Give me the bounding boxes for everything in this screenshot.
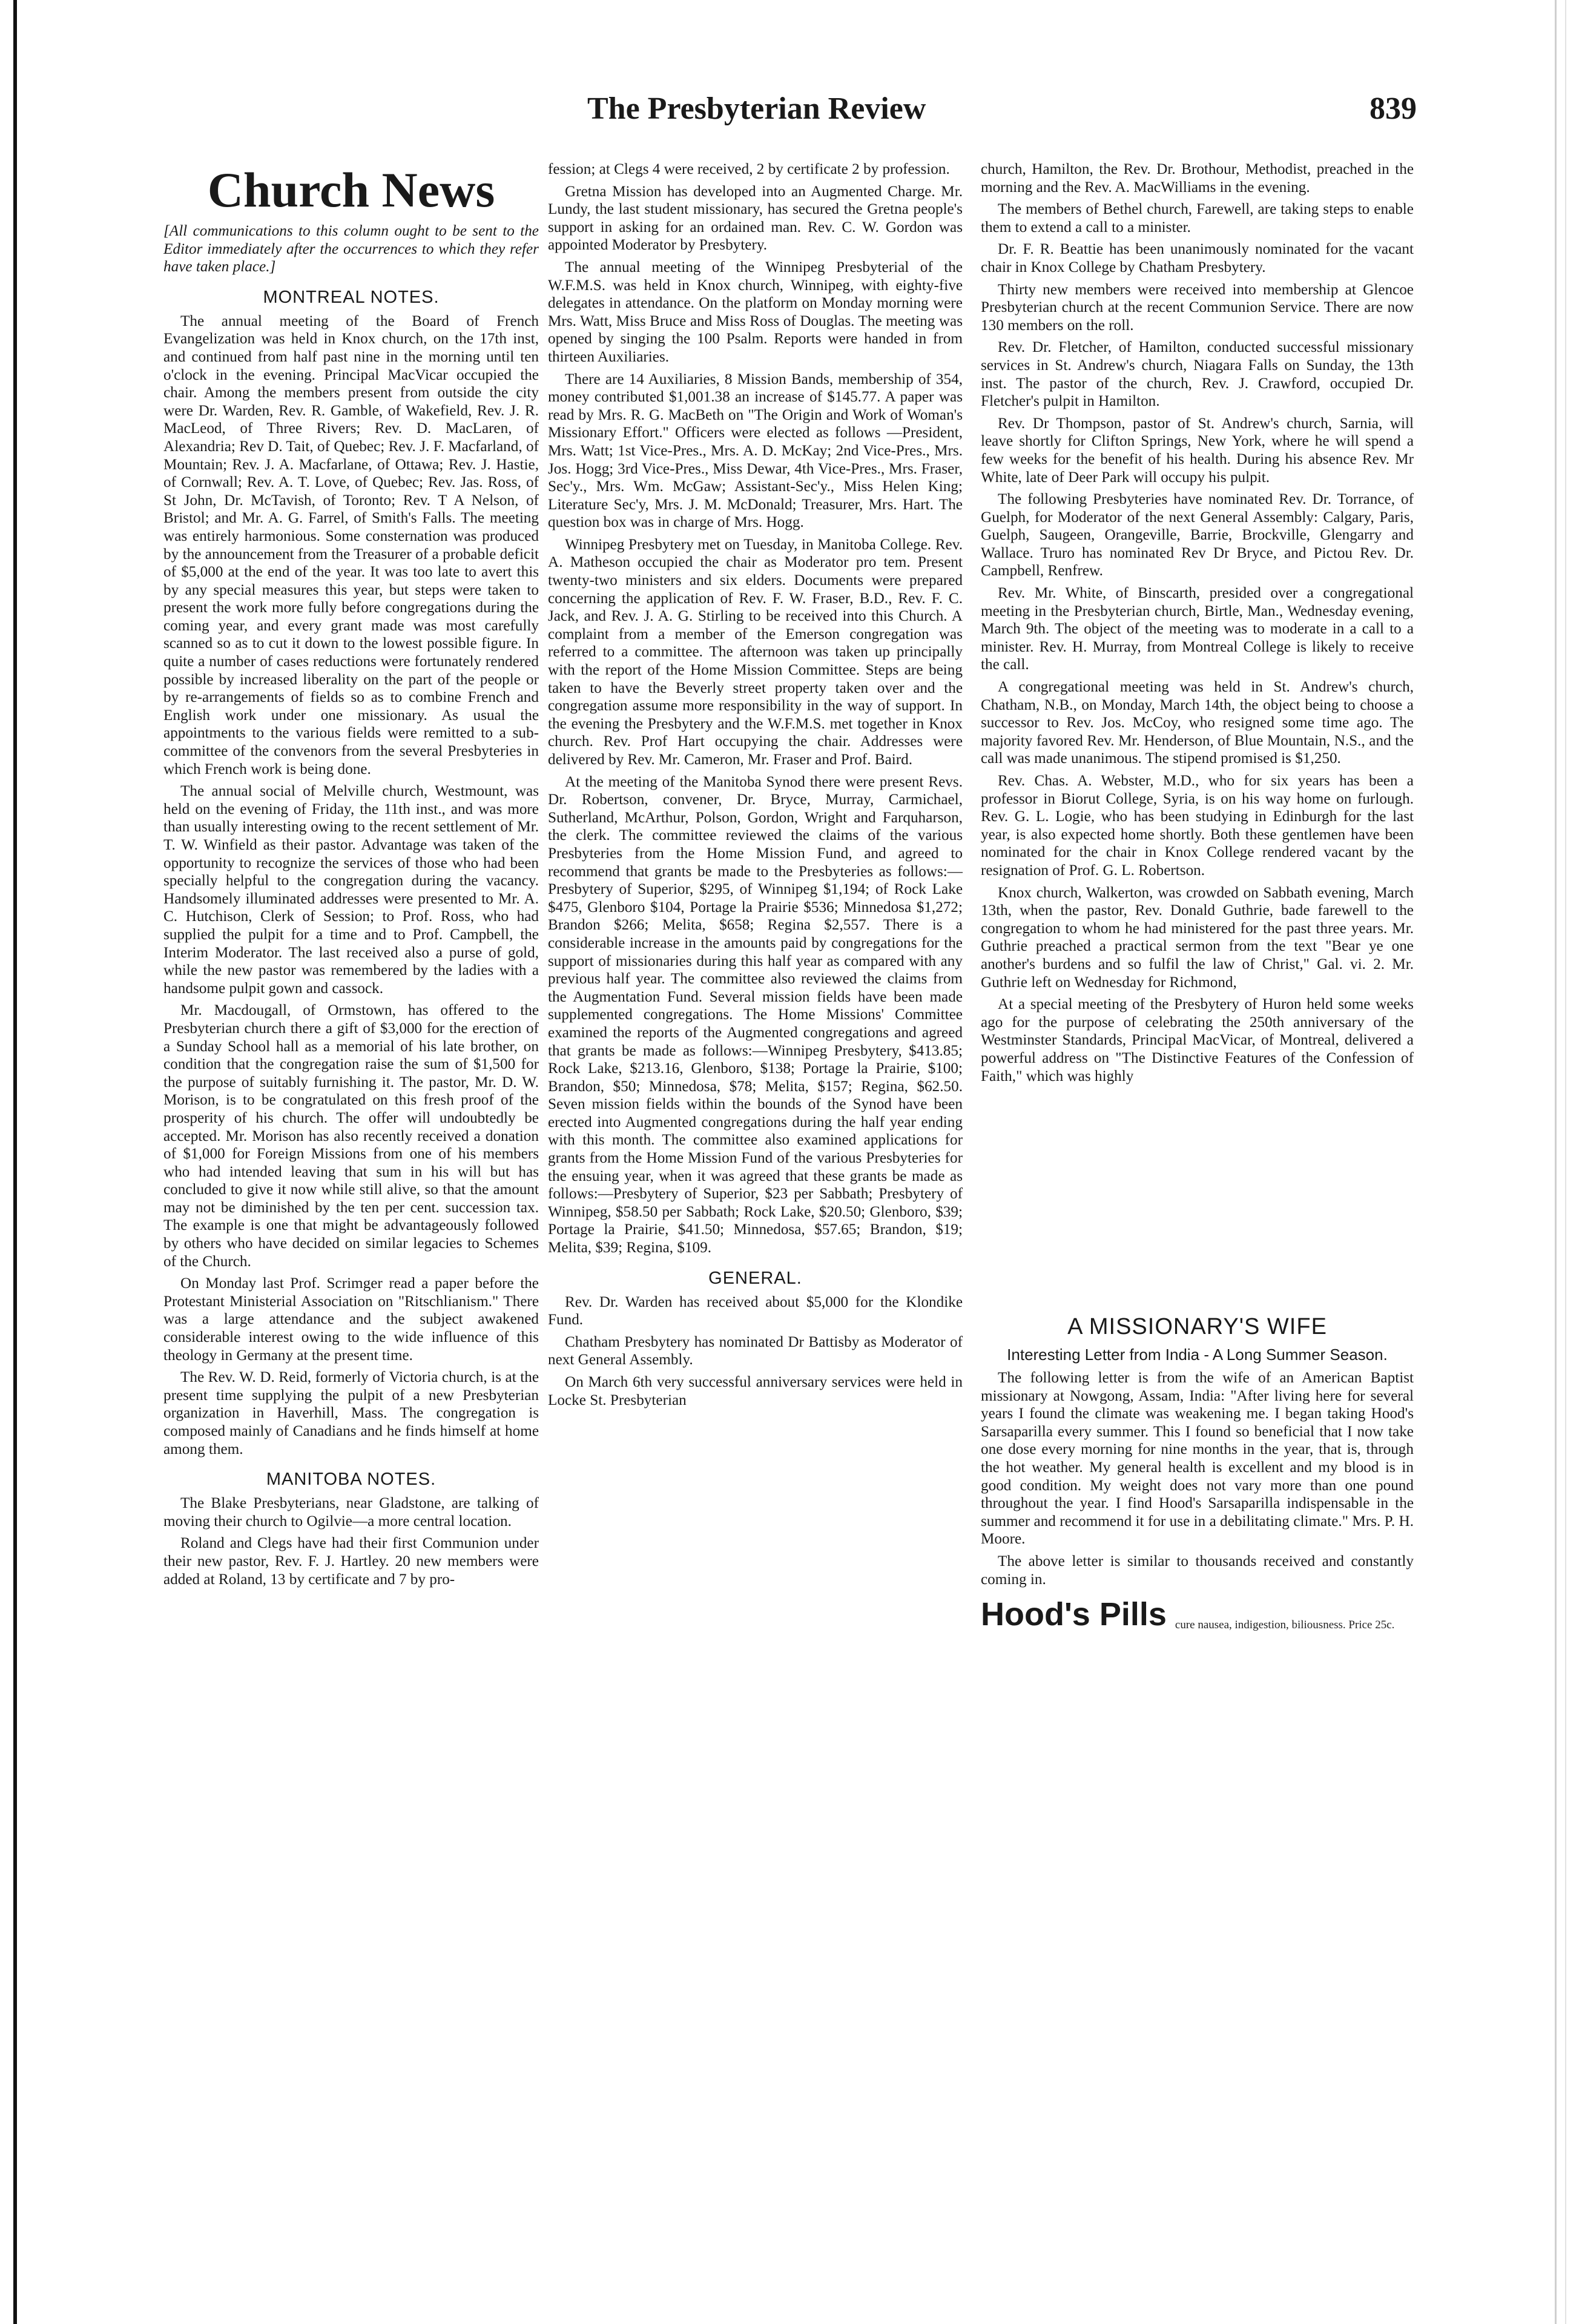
article-paragraph: Rev. Mr. White, of Binscarth, presided over a congregational meeting in the Presbyterian church, Birtle, Man., Wednesday evening, March 9th. The object of the meeting was to moderate in a call to a minister. Rev. H. Murray, from Montreal College is likely to receive the call. [981, 585, 1414, 673]
church-news-title: Church News [207, 162, 495, 217]
ad-product-name: Hood's Pills [981, 1596, 1167, 1633]
article-paragraph: The members of Bethel church, Farewell, are taking steps to enable them to extend a call to a minister. [981, 201, 1414, 236]
article-paragraph: Rev. Dr. Fletcher, of Hamilton, conducted successful missionary services in St. Andrew's church, Niagara Falls on Sunday, the 13th inst. The pastor of the church, Rev. J. Crawford, occupied Dr. Fletcher's pulpit in Hamilton. [981, 339, 1414, 410]
article-paragraph: Gretna Mission has developed into an Augmented Charge. Mr. Lundy, the last student missionary, has secured the Gretna people's support in asking for an ordained man. Rev. C. W. Gordon was appointed Moderator by Presbytery. [548, 183, 963, 254]
article-paragraph: On March 6th very successful anniversary services were held in Locke St. Presbyterian [548, 1374, 963, 1408]
article-paragraph: The Rev. W. D. Reid, formerly of Victoria church, is at the present time supplying the pulpit of a new Presbyterian organization in Haverhill, Mass. The congregation is composed mainly of Canadians and he finds himself at home among them. [163, 1369, 539, 1457]
column-gap [981, 1089, 1414, 1307]
running-title: The Presbyterian Review [587, 91, 926, 126]
article-paragraph: Winnipeg Presbytery met on Tuesday, in Manitoba College. Rev. A. Matheson occupied the chair as Moderator pro tem. Present twenty-two ministers and six elders. Documents were prepared concerning the application of Rev. F. W. Fraser, B.D., Rev. F. C. Jack, and Rev. J. A. G. Stirling to be received into this Church. A complaint from a member of the Emerson congregation was referred to a committee. The afternoon was taken up principally with the report of the Home Mission Committee. Steps are being taken to have the Beverly street property taken over and the congregation assume more responsibility in the way of support. In the evening the Presbytery and the W.F.M.S. met together in Knox church. Rev. Prof Hart occupying the chair. Addresses were delivered by Rev. Mr. Cameron, Mr. Fraser and Prof. Baird. [548, 536, 963, 768]
page-header [533, 91, 1417, 133]
missionary-wife-subtitle: Interesting Letter from India - A Long Summer Season. [1007, 1345, 1388, 1364]
column-middle [548, 160, 963, 1413]
page-edge [1555, 0, 1557, 2324]
article-paragraph: Mr. Macdougall, of Ormstown, has offered to the Presbyterian church there a gift of $3,000 for the erection of a Sunday School hall as a memorial of his late brother, on condition that the congregation raise the sum of $1,500 for the purpose of suitably furnishing it. The pastor, Mr. D. W. Morison, is to be congratulated on this fresh proof of the prosperity of his church. The offer will undoubtedly be accepted. Mr. Morison has also recently received a donation of $1,000 for Foreign Missions from one of his members who had intended leaving that sum in his will but has concluded to give it now while still alive, so that the amount may not be diminished by the ten per cent. succession tax. The example is one that might be advantageously followed by others who have decided on similar legacies to Schemes of the Church. [163, 1002, 539, 1270]
article-paragraph: The annual meeting of the Winnipeg Presbyterial of the W.F.M.S. was held in Knox church, Winnipeg, with eighty-five delegates in attendance. On the platform on Monday morning were Mrs. Watt, Miss Bruce and Miss Ross of Douglas. The meeting was opened by singing the 100 Psalm. Reports were handed in from thirteen Auxiliaries. [548, 259, 963, 365]
manitoba-notes-heading: MANITOBA NOTES. [266, 1470, 437, 1490]
article-paragraph: Chatham Presbytery has nominated Dr Battisby as Moderator of next General Assembly. [548, 1333, 963, 1368]
article-paragraph: The Blake Presbyterians, near Gladstone, are talking of moving their church to Ogilvie—a more central location. [163, 1495, 539, 1530]
article-paragraph: The following Presbyteries have nominated Rev. Dr. Torrance, of Guelph, for Moderator of the next General Assembly: Calgary, Paris, Guelph, Saugeen, Orangeville, Barrie, Brockville, Glengarry and Wallace. Truro has nominated Rev Dr Bryce, and Pictou Rev. Dr. Campbell, Renfrew. [981, 491, 1414, 579]
article-paragraph: Roland and Clegs have had their first Communion under their new pastor, Rev. F. J. Hartley. 20 new members were added at Roland, 13 by certificate and 7 by pro- [163, 1535, 539, 1588]
article-paragraph: Rev. Chas. A. Webster, M.D., who for six years has been a professor in Biorut College, Syria, is on his way home on furlough. Rev. G. L. Logie, who has been studying in Edinburgh for the last year, is also expected home shortly. Both these gentlemen have been nominated for the chair in Knox College rendered vacant by the resignation of Prof. G. L. Robertson. [981, 773, 1414, 879]
montreal-notes-heading: MONTREAL NOTES. [263, 287, 440, 307]
hoods-pills-ad [981, 1597, 1414, 1632]
editor-note: [All communications to this column ought to be sent to the Editor immediately after the occurrences to which they refer have taken place.] [163, 223, 539, 276]
article-paragraph: The above letter is similar to thousands received and constantly coming in. [981, 1553, 1414, 1588]
missionary-wife-heading: A MISSIONARY'S WIFE [1067, 1314, 1327, 1340]
article-paragraph: Rev. Dr Thompson, pastor of St. Andrew's church, Sarnia, will leave shortly for Clifton Springs, New York, where he will spend a few weeks for the benefit of his health. During his absence Rev. Mr White, late of Deer Park will occupy his pulpit. [981, 415, 1414, 486]
page-border [13, 0, 17, 2324]
article-paragraph: fession; at Clegs 4 were received, 2 by certificate 2 by profession. [548, 161, 950, 177]
article-paragraph: Thirty new members were received into membership at Glencoe Presbyterian church at the recent Communion Service. There are now 130 members on the roll. [981, 281, 1414, 334]
article-paragraph: The annual meeting of the Board of French Evangelization was held in Knox church, on the 17th inst, and continued from half past nine in the morning until ten o'clock in the evening. Principal MacVicar occupied the chair. Among the members present from outside the city were Dr. Warden, Rev. R. Gamble, of Wakefield, Rev. J. R. MacLeod, of Three Rivers; Rev. D. MacLaren, of Alexandria; Rev D. Tait, of Quebec; Rev. J. F. Macfarland, of Mountain; Rev. J. A. Macfarlane, of Ottawa; Rev. J. Hastie, of Cornwall; Rev. A. T. Love, of Quebec; Rev. Jas. Ross, of St John, Dr. McTavish, of Toronto; Rev. T A Nelson, of Bristol; and Mr. A. G. Farrel, of Smith's Falls. The meeting was entirely harmonious. Some consternation was produced by the announcement from the Treasurer of a probable deficit of $5,000 at the end of the year. It was too late to avert this by any special measures this year, but steps were taken to present the work more fully before congregations during the coming year, and every grant made was most carefully scanned so as to cut it down to the lowest possible figure. In quite a number of cases reductions were fortunately rendered possible by increased liberality on the part of the people or by re-arrangements of fields so as to combine French and English work under one missionary. As usual the appointments to the various fields were remitted to a sub-committee of the convenors from the several Presbyteries in which French work is being done. [163, 312, 539, 777]
article-paragraph: On Monday last Prof. Scrimger read a paper before the Protestant Ministerial Association on "Ritschlianism." There was a large attendance and the subject awakened considerable interest owing to the wide influence of this theology in Germany at the present time. [163, 1275, 539, 1364]
general-heading: GENERAL. [708, 1268, 802, 1288]
column-right [981, 160, 1414, 1632]
article-paragraph: A congregational meeting was held in St. Andrew's church, Chatham, N.B., on Monday, March 14th, the object being to choose a successor to Rev. Jos. McCoy, who resigned some time ago. The majority favored Rev. Mr. Henderson, of Blue Mountain, N.S., and the call was made unanimous. The stipend promised is $1,250. [981, 679, 1414, 767]
page-number: 839 [1369, 91, 1417, 126]
article-paragraph: church, Hamilton, the Rev. Dr. Brothour, Methodist, preached in the morning and the Rev. A. MacWilliams in the evening. [981, 161, 1414, 196]
column-left [163, 160, 539, 1593]
page-edge-outer [1565, 0, 1566, 2324]
article-paragraph: At a special meeting of the Presbytery of Huron held some weeks ago for the purpose of celebrating the 250th anniversary of the Westminster Standards, Principal MacVicar, of Montreal, delivered a powerful address on "The Distinctive Features of the Confession of Faith," which was highly [981, 996, 1414, 1084]
article-paragraph: There are 14 Auxiliaries, 8 Mission Bands, membership of 354, money contributed $1,001.38 an increase of $145.77. A paper was read by Mrs. R. G. MacBeth on "The Origin and Work of Woman's Missionary Effort." Officers were elected as follows —President, Mrs. Watt; 1st Vice-Pres., Mrs. A. D. McKay; 2nd Vice-Pres., Mrs. Jos. Hogg; 3rd Vice-Pres., Miss Dewar, 4th Vice-Pres., Mrs. Fraser, Sec'y., Mrs. Wm. McGaw; Assistant-Sec'y., Miss Helen King; Literature Sec'y, Mrs. J. M. McDonald; Treasurer, Mrs. Hart. The question box was in charge of Mrs. Hogg. [548, 371, 963, 531]
ad-tagline: cure nausea, indigestion, biliousness. Price 25c. [1175, 1619, 1395, 1632]
article-paragraph: Knox church, Walkerton, was crowded on Sabbath evening, March 13th, when the pastor, Rev. Donald Guthrie, bade farewell to the congregation to whom he had ministered for the past three years. Mr. Guthrie preached a practical sermon from the text "Bear ye one another's burdens and so fulfil the law of Christ," Gal. vi. 2. Mr. Guthrie left on Wednesday for Richmond, [981, 884, 1414, 991]
article-paragraph: At the meeting of the Manitoba Synod there were present Revs. Dr. Robertson, convener, Dr. Bryce, Murray, Carmichael, Sutherland, McArthur, Polson, Gordon, Wright and Farquharson, the clerk. The committee reviewed the claims of the various Presbyteries from the Home Mission Fund, and agreed to recommend that grants be made to the Presbyteries as follows:—Presbytery of Superior, $295, of Winnipeg $1,194; of Rock Lake $475, Glenboro $104, Portage la Prairie $536; Minnedosa $1,272; Brandon $266; Melita, $658; Regina $2,557. There is a considerable increase in the amounts paid by congregations for the support of missionaries during this half year as compared with any previous half year. The committee also reviewed the claims from the Augmentation Fund. Several mission fields have been made supplemented congregations. The Home Missions' Committee examined the reports of the Augmented congregations and agreed that grants be made as follows:—Winnipeg Presbytery, $413.85; Rock Lake, $213.16, Glenboro, $138; Portage la Prairie, $100; Brandon, $50; Minnedosa, $78; Melita, $157; Regina, $62.50. Seven mission fields within the bounds of the Synod have been erected into Augmented congregations during the half year ending with this month. The committee also examined applications for grants from the Home Mission Fund of the various Presbyteries for the ensuing year, when it was agreed that these grants be made as follows:—Presbytery of Superior, $23 per Sabbath; Presbytery of Winnipeg, $58.50 per Sabbath; Rock Lake, $20.50; Glenboro, $39; Portage la Prairie, $41.50; Minnedosa, $57.65; Brandon, $19; Melita, $39; Regina, $109. [548, 773, 963, 1256]
article-paragraph: Dr. F. R. Beattie has been unanimously nominated for the vacant chair in Knox College by Chatham Presbytery. [981, 241, 1414, 276]
article-paragraph: The annual social of Melville church, Westmount, was held on the evening of Friday, the 11th inst., and was more than usually interesting owing to the recent settlement of Mr. T. W. Winfield as their pastor. Advantage was taken of the opportunity to recognize the services of those who had been specially helpful to the congregation during the vacancy. Handsomely illuminated addresses were presented to Mr. A. C. Hutchison, Clerk of Session; to Prof. Ross, who had supplied the pulpit for a time and to Prof. Campbell, the Interim Moderator. The last received also a purse of gold, while the new pastor was remembered by the ladies with a handsome pulpit gown and cassock. [163, 783, 539, 997]
article-paragraph: Rev. Dr. Warden has received about $5,000 for the Klondike Fund. [548, 1293, 963, 1329]
article-paragraph: The following letter is from the wife of an American Baptist missionary at Nowgong, Assam, India: "After living here for several years I found the climate was weakening me. I began taking Hood's Sarsaparilla every summer. This I found so beneficial that I now take one dose every morning for nine months in the year, that is, through the hot weather. My general health is excellent and my blood is in good condition. My weight does not vary more than one pound throughout the year. I find Hood's Sarsaparilla indispensable in the summer and recommend it for use in a debilitating climate." Mrs. P. H. Moore. [981, 1370, 1414, 1548]
